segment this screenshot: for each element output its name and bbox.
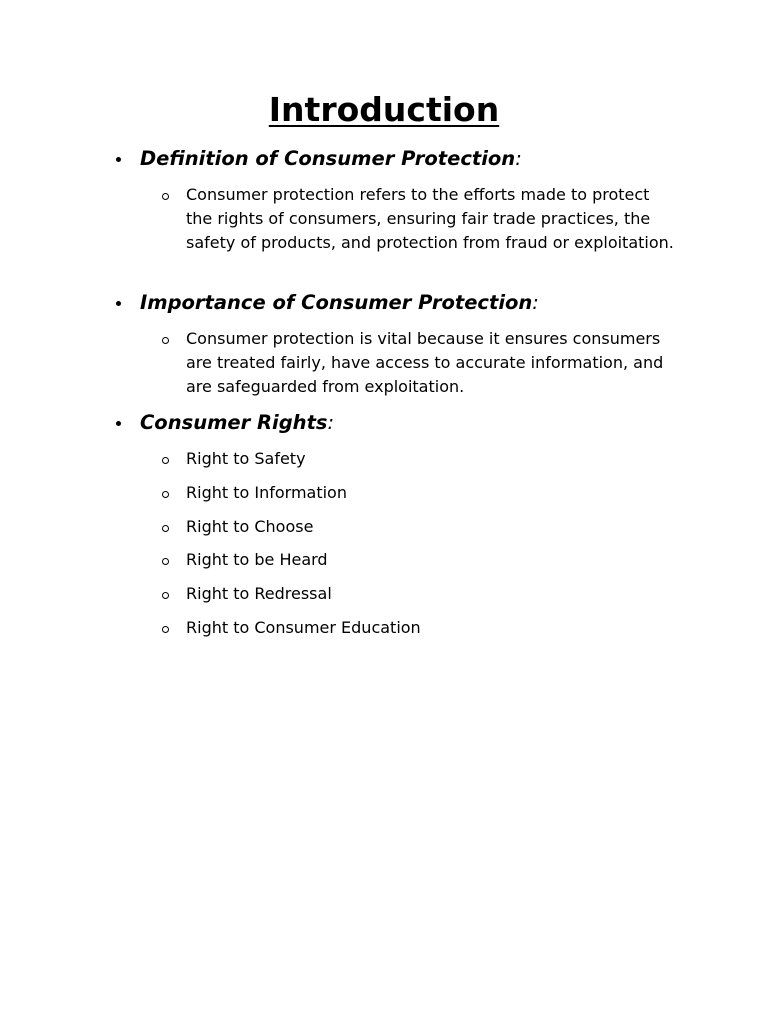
hollow-bullet-icon [162, 626, 169, 633]
hollow-bullet-icon [162, 337, 169, 344]
section-heading-label: Definition of Consumer Protection [140, 147, 516, 170]
list-item-text: Right to Choose [186, 517, 314, 536]
section-heading-row [0, 288, 768, 318]
hollow-bullet-icon [162, 193, 169, 200]
list-item-text: Right to Information [186, 483, 347, 502]
section-heading-suffix: : [532, 291, 539, 314]
list-item-text: Right to Redressal [186, 584, 332, 603]
section-heading-label: Consumer Rights [140, 411, 328, 434]
section-heading [140, 144, 522, 174]
filled-bullet-icon [116, 301, 121, 306]
section-heading-row [0, 144, 768, 174]
list-item-text: Right to Safety [186, 449, 306, 468]
page-title: Introduction [268, 90, 500, 129]
list-item-text: Right to be Heard [186, 550, 328, 569]
hollow-bullet-icon [162, 457, 169, 464]
list-item-text: Right to Consumer Education [186, 618, 421, 637]
hollow-bullet-icon [162, 558, 169, 565]
section-heading [140, 408, 334, 438]
hollow-bullet-icon [162, 491, 169, 498]
section-heading [140, 288, 539, 318]
list-item-text: Consumer protection is vital because it ensures consumers are treated fairly, have access to accurate information, and are safeguarded from exploitation. [186, 329, 664, 396]
list-item-text: Consumer protection refers to the efforts made to protect the rights of consumers, ensuring fair trade practices, the safety of products, and protection from fraud or exploitation. [186, 185, 674, 252]
section-heading-label: Importance of Consumer Protection [140, 291, 533, 314]
section-heading-row [0, 408, 768, 438]
filled-bullet-icon [116, 157, 121, 162]
section-heading-suffix: : [515, 147, 522, 170]
hollow-bullet-icon [162, 525, 169, 532]
filled-bullet-icon [116, 421, 121, 426]
hollow-bullet-icon [162, 592, 169, 599]
section-heading-suffix: : [327, 411, 335, 434]
